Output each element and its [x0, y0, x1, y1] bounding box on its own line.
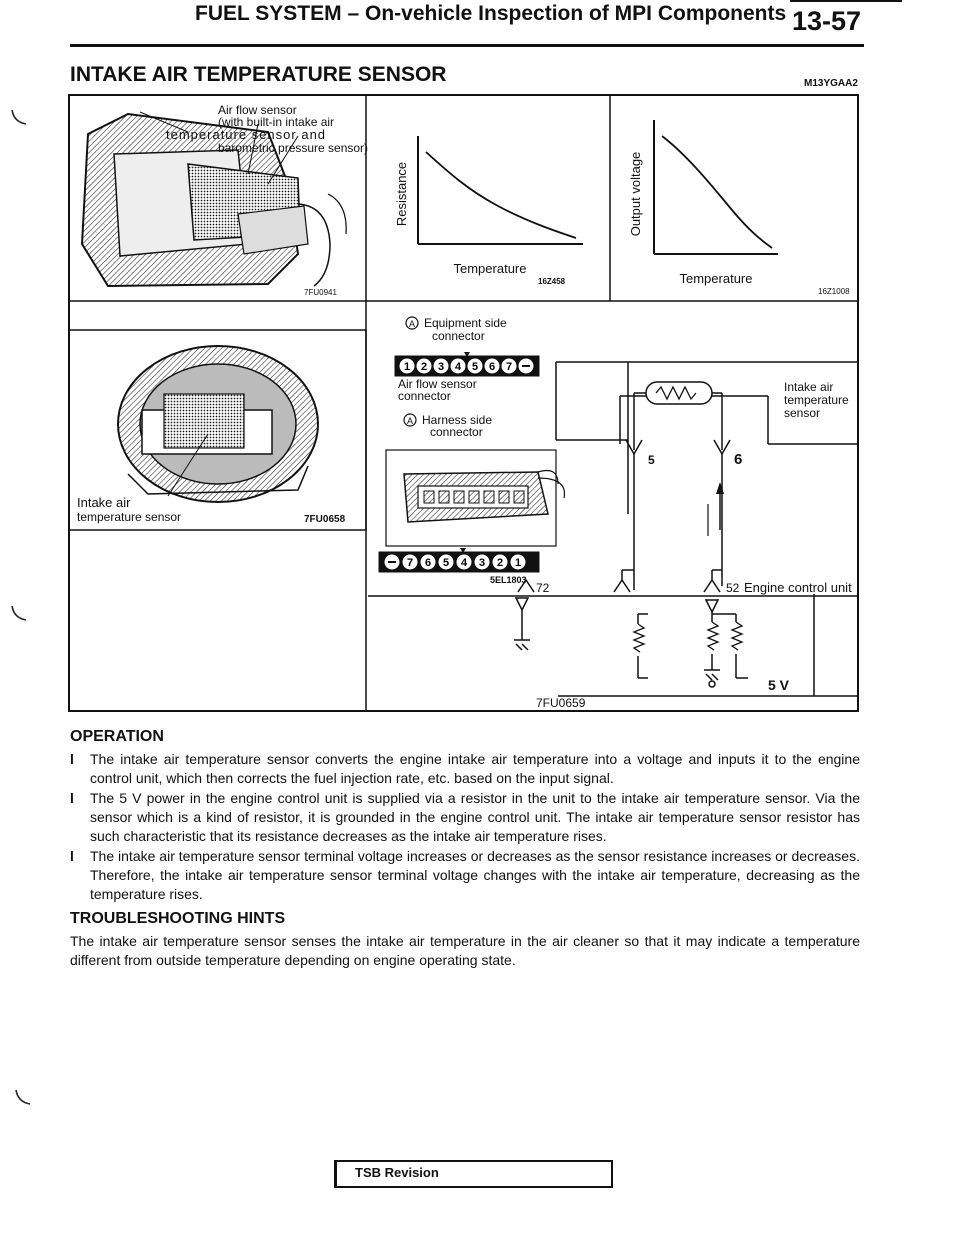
header-top-rule	[790, 0, 902, 2]
harness-cavity	[514, 491, 524, 503]
sensor-label-1: Intake air	[77, 495, 131, 510]
connector-pin-number: 1	[403, 361, 411, 373]
af-label-4: barometric pressure sensor)	[218, 141, 369, 155]
voltage-graph	[654, 120, 778, 254]
troubleshooting-text: The intake air temperature sensor senses the intake air temperature in the air cleaner so that it may indicate a temperature different from outside temperature depending on engine operating state.	[70, 933, 860, 968]
tsb-revision-label: TSB Revision	[355, 1165, 439, 1180]
bullet: l	[70, 751, 74, 767]
af-label-2: (with built-in intake air	[218, 115, 335, 129]
troubleshooting-heading: TROUBLESHOOTING HINTS	[70, 910, 286, 927]
resistance-axis-label: Resistance	[394, 161, 409, 227]
af-label-3: temperature sensor and	[166, 127, 327, 142]
harness-cavity	[439, 491, 449, 503]
sensor-label-2: temperature sensor	[77, 510, 182, 524]
connector-fig-code: 5EL1803	[490, 575, 527, 585]
pin-52-label: 52	[726, 581, 740, 595]
resistance-curve	[426, 152, 576, 238]
section-title: INTAKE AIR TEMPERATURE SENSOR	[70, 63, 447, 86]
connector-pin-number: 4	[460, 557, 468, 569]
connector-pin-number: 2	[496, 557, 504, 569]
operation-heading: OPERATION	[70, 728, 164, 745]
equipment-connector	[395, 352, 539, 376]
section-code: M13YGAA2	[804, 78, 858, 89]
bullet: l	[70, 790, 74, 806]
svg-text:A: A	[408, 319, 416, 329]
binder-mark-icon	[10, 604, 30, 624]
circuit-sensor-label-2: temperature	[784, 393, 849, 407]
header-rule	[70, 44, 864, 47]
pin-6-label: 6	[734, 451, 743, 468]
connector-pin-number: 3	[478, 557, 486, 569]
connector-pin-number: 6	[488, 361, 496, 373]
voltage-5v-label: 5 V	[768, 677, 790, 693]
equipment-label-2: connector	[432, 329, 485, 343]
circuit-sensor-label-3: sensor	[784, 406, 821, 420]
intake-air-sensor-illustration	[118, 346, 318, 502]
circle-a-icon-equipment	[406, 317, 418, 329]
binder-mark-icon	[10, 108, 30, 128]
circuit-sensor-label-1: Intake air	[784, 380, 834, 394]
sensor-fig-code: 7FU0658	[304, 514, 346, 525]
af-connector-label-2: connector	[398, 389, 451, 403]
resistance-x-label: Temperature	[453, 261, 527, 276]
harness-cavity	[499, 491, 509, 503]
pin-72-label: 72	[536, 581, 550, 595]
connector-pin-number: 7	[406, 557, 414, 569]
voltage-axis-label: Output voltage	[628, 151, 643, 237]
harness-cavity	[454, 491, 464, 503]
connector-pin-number: 4	[454, 361, 462, 373]
af-connector-label-1: Air flow sensor	[398, 377, 477, 391]
connector-pin-number: 6	[424, 557, 432, 569]
harness-cavity	[469, 491, 479, 503]
connector-pin-number: 7	[505, 361, 513, 373]
list-item: l The intake air temperature sensor terminal voltage increases or decreases as the sensor resistance increases or decreases. Therefore, the intake air temperature sensor terminal voltage changes with the intake air temperature, decreasing as the temperature rises.	[70, 848, 860, 902]
connector-pin-number: 2	[420, 361, 428, 373]
operation-list	[70, 750, 860, 904]
af-label-1: Air flow sensor	[218, 103, 297, 117]
connector-pin-number: 1	[514, 557, 522, 569]
equipment-label-1: Equipment side	[424, 316, 507, 330]
harness-connector	[379, 548, 539, 572]
connector-pin-number: 5	[442, 557, 450, 569]
resistance-graph	[418, 136, 583, 244]
svg-text:A: A	[406, 416, 414, 426]
harness-cavity	[424, 491, 434, 503]
list-item: l The 5 V power in the engine control unit is supplied via a resistor in the unit to the intake air temperature sensor. Via the sensor which is a kind of resistor, it is grounded in the engine control unit. The intake air temperature sensor resistor has such characteristic that its resistance decreases as the intake air temperature rises.	[70, 790, 860, 844]
resistance-fig-code: 16Z458	[538, 277, 566, 286]
af-fig-code: 7FU0941	[304, 288, 337, 297]
voltage-curve	[662, 136, 772, 248]
list-item: l The intake air temperature sensor converts the engine intake air temperature into a voltage and inputs it to the engine control unit, which then corrects the fuel injection rate, etc. based on the input signal.	[70, 751, 860, 786]
body-text	[70, 728, 860, 970]
page-header-title: FUEL SYSTEM – On-vehicle Inspection of MPI Components	[195, 2, 787, 25]
connector-pin-number: 5	[471, 361, 479, 373]
harness-cavity	[484, 491, 494, 503]
connector-pin-number: 3	[437, 361, 445, 373]
harness-label-2: connector	[430, 425, 483, 439]
harness-connector-illustration	[386, 450, 564, 546]
pin-5-label: 5	[648, 453, 655, 467]
circuit-fig-code: 7FU0659	[536, 696, 586, 710]
page-number: 13-57	[792, 6, 862, 36]
diagram-block	[68, 94, 860, 714]
voltage-fig-code: 16Z1008	[818, 287, 850, 296]
tsb-revision-box	[334, 1160, 613, 1188]
bullet: l	[70, 848, 74, 864]
voltage-x-label: Temperature	[679, 271, 753, 286]
ecu-label: Engine control unit	[744, 580, 852, 595]
binder-mark-icon	[14, 1088, 34, 1108]
harness-label-1: Harness side	[422, 413, 493, 427]
circle-a-icon-harness	[404, 414, 416, 426]
